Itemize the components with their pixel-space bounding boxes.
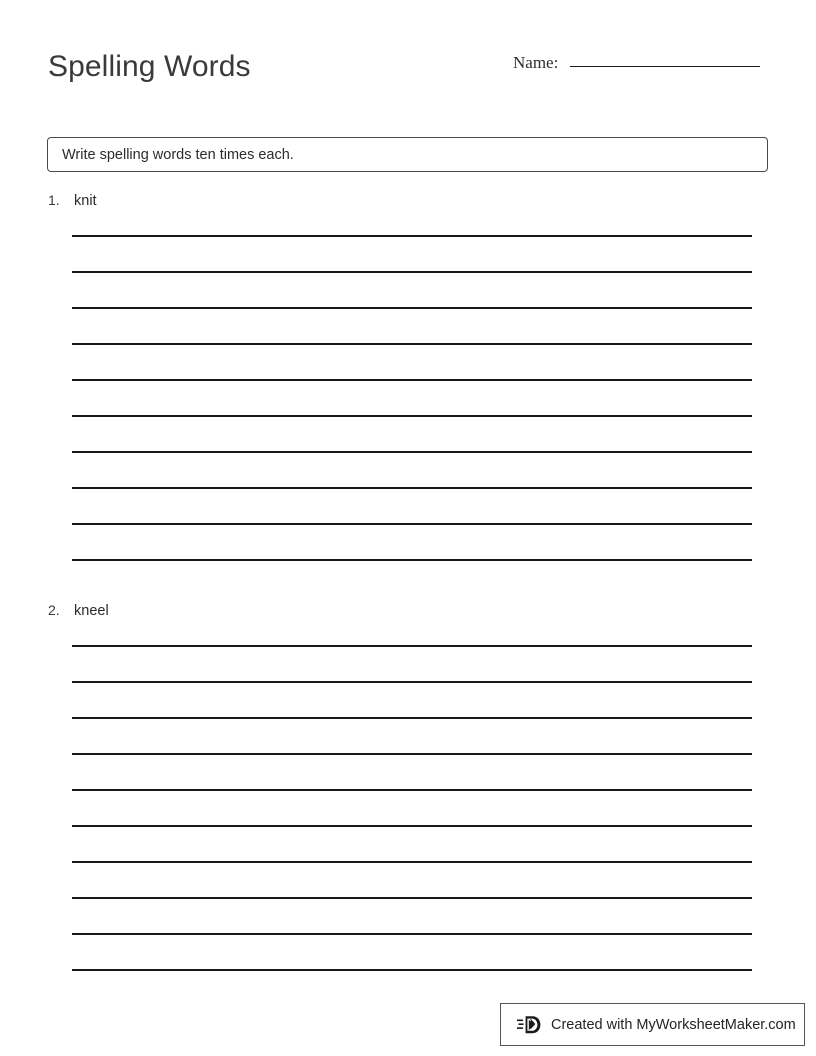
page-header <box>0 0 816 120</box>
instruction-box <box>47 137 768 172</box>
writing-line[interactable] <box>72 681 752 683</box>
writing-line[interactable] <box>72 861 752 863</box>
page-title: Spelling Words <box>48 50 251 83</box>
writing-line[interactable] <box>72 559 752 561</box>
writing-line[interactable] <box>72 307 752 309</box>
writing-line[interactable] <box>72 825 752 827</box>
footer-attribution-text: Created with MyWorksheetMaker.com <box>551 1016 796 1033</box>
writing-line[interactable] <box>72 717 752 719</box>
writing-line[interactable] <box>72 789 752 791</box>
footer-attribution-badge[interactable] <box>500 1003 805 1046</box>
name-field-group <box>513 52 760 74</box>
writing-line[interactable] <box>72 343 752 345</box>
instruction-text: Write spelling words ten times each. <box>62 146 294 163</box>
spelling-word-heading <box>0 600 816 633</box>
writing-line[interactable] <box>72 523 752 525</box>
writing-line[interactable] <box>72 415 752 417</box>
writing-line[interactable] <box>72 897 752 899</box>
writing-lines-group <box>0 633 816 971</box>
spelling-word-text: kneel <box>74 603 109 619</box>
spelling-word-number: 1. <box>48 192 60 208</box>
spelling-word-number: 2. <box>48 602 60 618</box>
name-input-line[interactable] <box>570 66 760 67</box>
writing-lines-group <box>0 223 816 561</box>
writing-line[interactable] <box>72 451 752 453</box>
spelling-words-area <box>0 190 816 971</box>
writing-line[interactable] <box>72 933 752 935</box>
writing-line[interactable] <box>72 271 752 273</box>
name-label: Name: <box>513 53 559 72</box>
spelling-word-block <box>0 190 816 561</box>
writing-line[interactable] <box>72 379 752 381</box>
writing-line[interactable] <box>72 969 752 971</box>
writing-line[interactable] <box>72 487 752 489</box>
spelling-word-text: knit <box>74 193 97 209</box>
writing-line[interactable] <box>72 753 752 755</box>
writing-line[interactable] <box>72 645 752 647</box>
spelling-word-block <box>0 600 816 971</box>
spelling-word-heading <box>0 190 816 223</box>
writing-line[interactable] <box>72 235 752 237</box>
worksheet-maker-logo-icon <box>517 1013 543 1037</box>
block-spacer <box>0 561 816 600</box>
